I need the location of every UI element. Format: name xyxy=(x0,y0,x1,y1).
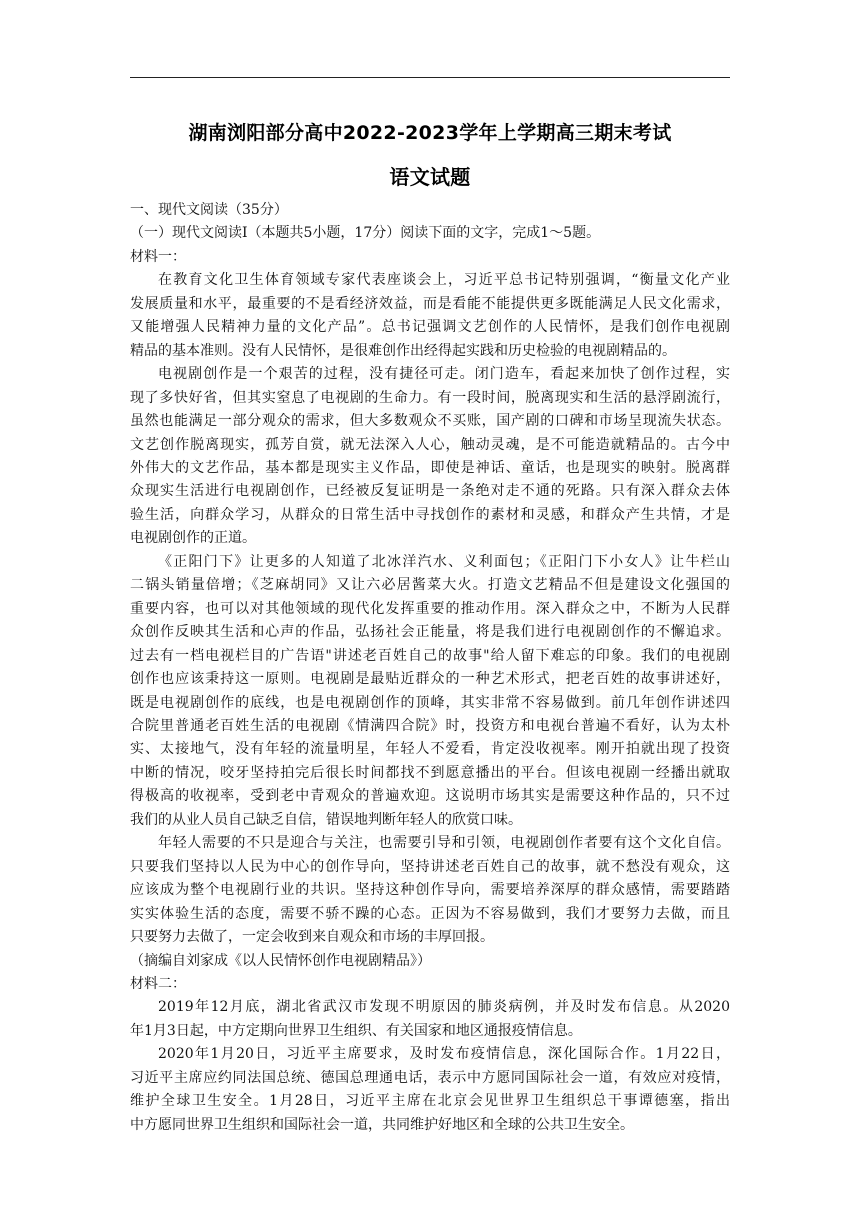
text-line: 又能增强人民精神力量的文化产品”。总书记强调文艺创作的人民情怀，是我们创作电视剧 xyxy=(130,319,730,336)
text-line: 只要努力去做了，一定会收到来自观众和市场的丰厚回报。 xyxy=(130,929,494,946)
paragraph xyxy=(130,551,730,832)
text-line: 电视剧创作是一个艰苦的过程，没有捷径可走。闭门造车，看起来加快了创作过程，实 xyxy=(158,366,730,383)
text-line: 只要我们坚持以人民为中心的创作导向，坚持讲述老百姓自己的故事，就不愁没有观众，这 xyxy=(130,858,730,875)
text-line: 中断的情况，咬牙坚持拍完后很长时间都找不到愿意播出的平台。但该电视剧一经播出就取 xyxy=(130,764,730,781)
text-line: 外伟大的文艺作品，基本都是现实主义作品，即使是神话、童话，也是现实的映射。脱离群 xyxy=(130,459,730,476)
material-two-text xyxy=(130,996,730,1137)
text-line: 中方愿同世界卫生组织和国际社会一道，共同维护好地区和全球的公共卫生安全。 xyxy=(130,1116,634,1133)
text-line: 2019年12月底，湖北省武汉市发现不明原因的肺炎病例，并及时发布信息。从2020 xyxy=(158,999,730,1016)
text-line: 年1月3日起，中方定期向世界卫生组织、有关国家和地区通报疫情信息。 xyxy=(130,1022,582,1039)
material-two-label: 材料二： xyxy=(130,975,186,992)
text-line: 创作也应该秉持这一原则。电视剧是最贴近群众的一种艺术形式，把老百姓的故事讲述好， xyxy=(130,671,730,688)
text-line: 我们的从业人员自己缺乏自信，错误地判断年轻人的欣赏口味。 xyxy=(130,811,522,828)
text-line: 既是电视剧创作的底线，也是电视剧创作的顶峰，其实非常不容易做到。前几年创作讲述四 xyxy=(130,694,730,711)
material-one-label: 材料一： xyxy=(130,248,186,265)
text-line: 得极高的收视率，受到老中青观众的普遍欢迎。这说明市场其实是需要这种作品的，只不过 xyxy=(130,788,730,805)
paragraph xyxy=(130,996,730,1043)
paragraph xyxy=(130,1043,730,1137)
text-line: 现了多快好省，但其实窒息了电视剧的生命力。有一段时间，脱离现实和生活的悬浮剧流行， xyxy=(130,389,730,406)
text-line: 2020年1月20日，习近平主席要求，及时发布疫情信息，深化国际合作。1月22日， xyxy=(158,1046,730,1063)
text-line: 电视剧创作的正道。 xyxy=(130,530,256,547)
text-line: 实、太接地气，没有年轻的流量明星，年轻人不爱看，肯定没收视率。刚开拍就出现了投资 xyxy=(130,741,730,758)
text-line: 《正阳门下》让更多的人知道了北冰洋汽水、义利面包；《正阳门下小女人》让牛栏山 xyxy=(158,553,730,570)
text-line: 应该成为整个电视剧行业的共识。坚持这种创作导向，需要培养深厚的群众感情，需要踏踏 xyxy=(130,882,730,899)
text-line: 在教育文化卫生体育领域专家代表座谈会上，习近平总书记特别强调，“衡量文化产业 xyxy=(158,272,730,289)
text-line: 合院里普通老百姓生活的电视剧《情满四合院》时，投资方和电视台普遍不看好，认为太朴 xyxy=(130,717,730,734)
exam-body xyxy=(130,199,730,1137)
text-line: 重要内容，也可以对其他领域的现代化发挥重要的推动作用。深入群众之中，不断为人民群 xyxy=(130,600,730,617)
text-line: 习近平主席应约同法国总统、德国总理通电话，表示中方愿同国际社会一道，有效应对疫情， xyxy=(130,1069,730,1086)
paragraph xyxy=(130,832,730,949)
section-heading: 一、现代文阅读（35分） xyxy=(130,202,288,218)
text-line: 众创作反映其生活和心声的作品，弘扬社会正能量，将是我们进行电视剧创作的不懈追求。 xyxy=(130,624,730,641)
text-line: 众现实生活进行电视剧创作，已经被反复证明是一条绝对走不通的死路。只有深入群众去体 xyxy=(130,483,730,500)
header-rule xyxy=(130,77,730,78)
exam-subject: 语文试题 xyxy=(389,165,471,189)
section-subheading: （一）现代文阅读Ⅰ（本题共5小题，17分）阅读下面的文字，完成1～5题。 xyxy=(130,225,601,242)
paragraph xyxy=(130,363,730,551)
text-line: 发展质量和水平，最重要的不是看经济效益，而是看能不能提供更多既能满足人民文化需求， xyxy=(130,295,730,312)
text-line: 维护全球卫生安全。1月28日，习近平主席在北京会见世界卫生组织总干事谭德塞，指出 xyxy=(130,1093,730,1110)
text-line: 文艺创作脱离现实，孤芳自赏，就无法深入人心，触动灵魂，是不可能造就精品的。古今中 xyxy=(130,436,730,453)
material-one-source: （摘编自刘家成《以人民情怀创作电视剧精品》） xyxy=(130,952,431,969)
text-line: 精品的基本准则。没有人民情怀，是很难创作出经得起实践和历史检验的电视剧精品的。 xyxy=(130,342,676,359)
text-line: 二锅头销量倍增；《芝麻胡同》又让六必居酱菜大火。打造文艺精品不但是建设文化强国的 xyxy=(130,577,730,594)
exam-title: 湖南浏阳部分高中2022-2023学年上学期高三期末考试 xyxy=(188,122,672,144)
paragraph xyxy=(130,269,730,363)
text-line: 虽然也能满足一部分观众的需求，但大多数观众不买账，国产剧的口碑和市场呈现流失状态。 xyxy=(130,413,730,430)
text-line: 过去有一档电视栏目的广告语"讲述老百姓自己的故事"给人留下难忘的印象。我们的电视剧 xyxy=(130,647,730,664)
text-line: 验生活，向群众学习，从群众的日常生活中寻找创作的素材和灵感，和群众产生共情，才是 xyxy=(130,506,730,523)
material-one-text xyxy=(130,269,730,949)
text-line: 年轻人需要的不只是迎合与关注，也需要引导和引领，电视剧创作者要有这个文化自信。 xyxy=(158,835,730,852)
text-line: 实实体验生活的态度，需要不骄不躁的心态。正因为不容易做到，我们才要努力去做，而且 xyxy=(130,905,730,922)
